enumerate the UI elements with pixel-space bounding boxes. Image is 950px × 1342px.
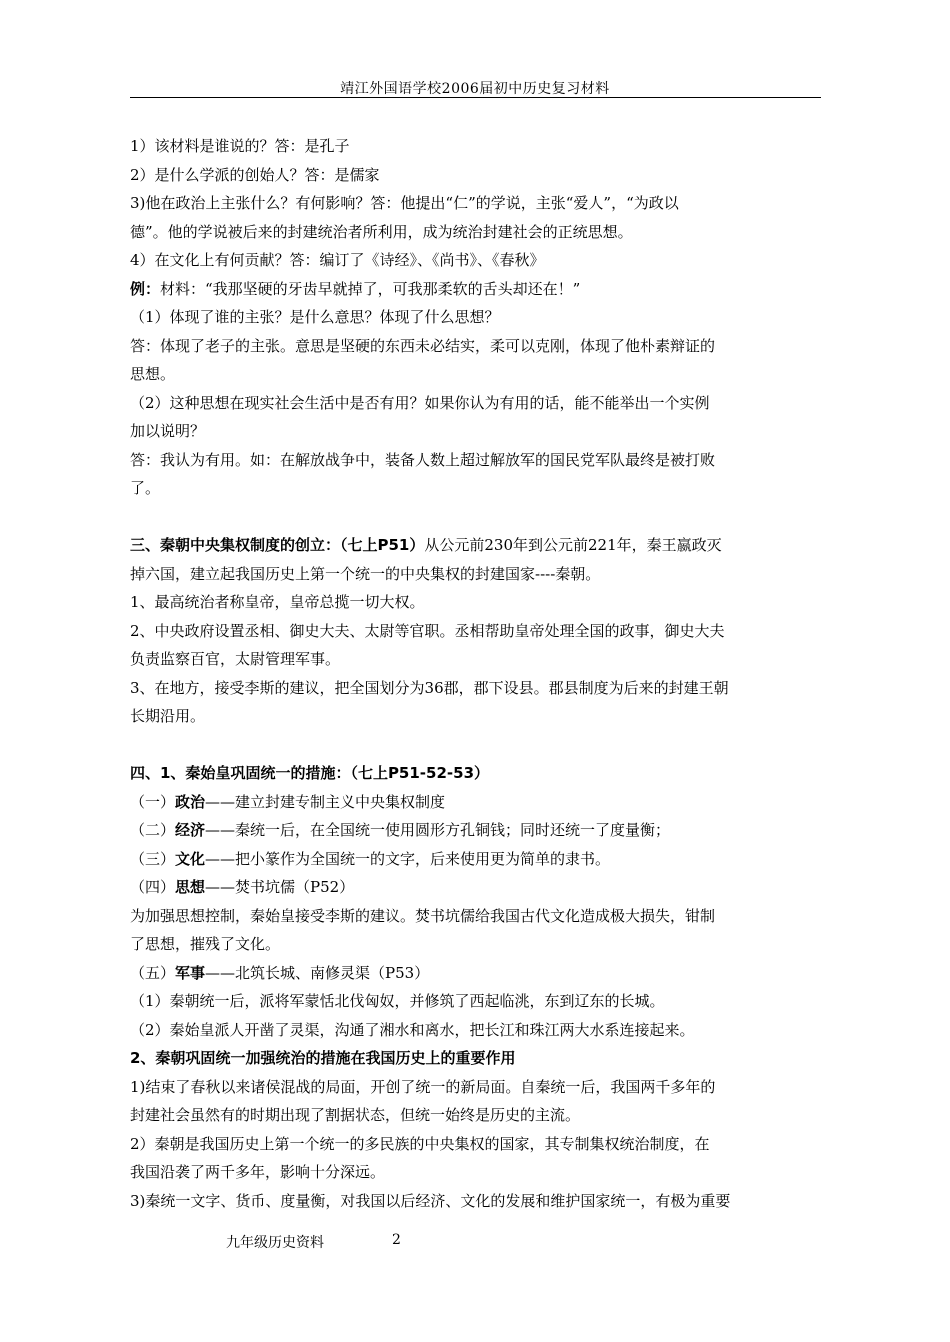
- text-span: 材料：“我那坚硬的牙齿早就掉了，可我那柔软的舌头却还在！”: [160, 279, 581, 298]
- text-span: 了。: [130, 479, 161, 497]
- text-line: [130, 1130, 822, 1159]
- text-span: （三）: [130, 849, 176, 868]
- text-line: [130, 474, 822, 503]
- text-line: [130, 1073, 822, 1102]
- text-span: 掉六国，建立起我国历史上第一个统一的中央集权的封建国家----秦朝。: [130, 564, 601, 583]
- text-span: 了思想，摧残了文化。: [130, 935, 281, 953]
- bold-text: 例：: [130, 279, 161, 298]
- text-span: 长期沿用。: [130, 707, 206, 725]
- page-number: 2: [392, 1232, 401, 1248]
- text-span: 思想。: [130, 365, 176, 383]
- text-span: 4）在文化上有何贡献？答：编订了《诗经》、《尚书》、《春秋》: [130, 251, 545, 269]
- text-line: [130, 189, 822, 218]
- text-line: [130, 788, 822, 817]
- text-span: （二）: [130, 821, 176, 839]
- text-line: [130, 360, 822, 389]
- text-line: [130, 645, 822, 674]
- text-span: ——建立封建专制主义中央集权制度: [205, 792, 446, 811]
- text-line: [130, 845, 822, 874]
- paragraph-spacer: [130, 503, 822, 532]
- bold-text: 经济: [175, 821, 206, 839]
- text-span: （四）: [130, 878, 176, 896]
- bold-text: 三、秦朝中央集权制度的创立：（七上P51）: [130, 536, 425, 554]
- text-span: 1）该材料是谁说的？答：是孔子: [130, 137, 350, 155]
- text-span: ——秦统一后，在全国统一使用圆形方孔铜钱；同时还统一了度量衡；: [205, 821, 671, 839]
- text-span: 我国沿袭了两千多年，影响十分深远。: [130, 1163, 386, 1181]
- text-line: [130, 389, 822, 418]
- text-line: [130, 1101, 822, 1130]
- text-span: 3、在地方，接受李斯的建议，把全国划分为36郡，郡下设县。郡县制度为后来的封建王朝: [130, 678, 729, 697]
- text-line: [130, 1016, 822, 1045]
- text-span: 1)结束了春秋以来诸侯混战的局面，开创了统一的新局面。自秦统一后，我国两千多年的: [130, 1077, 716, 1096]
- text-span: 为加强思想控制，秦始皇接受李斯的建议。焚书坑儒给我国古代文化造成极大损失，钳制: [130, 906, 716, 925]
- text-line: [130, 303, 822, 332]
- text-line: [130, 702, 822, 731]
- document-body: [130, 132, 822, 1215]
- text-span: 3)他在政治上主张什么？有何影响？答：他提出“仁”的学说，主张“爱人”，“为政以: [130, 194, 679, 212]
- text-line: [130, 246, 822, 275]
- text-span: 封建社会虽然有的时期出现了割据状态，但统一始终是历史的主流。: [130, 1106, 581, 1124]
- text-line: [130, 959, 822, 988]
- text-line: [130, 1187, 822, 1216]
- text-span: 1、最高统治者称皇帝，皇帝总揽一切大权。: [130, 593, 425, 611]
- text-line: [130, 617, 822, 646]
- text-span: 答：我认为有用。如：在解放战争中，装备人数上超过解放军的国民党军队最终是被打败: [130, 450, 716, 469]
- text-line: [130, 560, 822, 589]
- text-line: [130, 132, 822, 161]
- page-header-title: 靖江外国语学校2006届初中历史复习材料: [340, 81, 610, 97]
- text-line: [130, 873, 822, 902]
- text-line: [130, 332, 822, 361]
- text-span: ——把小篆作为全国统一的文字，后来使用更为简单的隶书。: [205, 849, 611, 868]
- text-span: （2）秦始皇派人开凿了灵渠，沟通了湘水和离水，把长江和珠江两大水系连接起来。: [130, 1020, 695, 1039]
- text-span: 2）秦朝是我国历史上第一个统一的多民族的中央集权的国家，其专制集权统治制度，在: [130, 1134, 710, 1153]
- text-line: [130, 1158, 822, 1187]
- text-line: [130, 275, 822, 304]
- text-line: [130, 816, 822, 845]
- text-span: （五）: [130, 963, 176, 982]
- bold-text: 四、1、秦始皇巩固统一的措施：（七上P51-52-53）: [130, 764, 490, 782]
- text-span: （1）体现了谁的主张？是什么意思？体现了什么思想？: [130, 308, 500, 326]
- text-span: （一）: [130, 792, 176, 811]
- text-line: [130, 674, 822, 703]
- text-span: 从公元前230年到公元前221年，秦王嬴政灭: [424, 536, 722, 554]
- bold-text: 政治: [175, 792, 206, 811]
- text-span: 3)秦统一文字、货币、度量衡，对我国以后经济、文化的发展和维护国家统一，有极为重要: [130, 1191, 731, 1210]
- text-span: ——焚书坑儒（P52）: [205, 878, 355, 896]
- text-span: 负责监察百官，太尉管理军事。: [130, 650, 341, 668]
- text-span: 德”。他的学说被后来的封建统治者所利用，成为统治封建社会的正统思想。: [130, 222, 633, 241]
- footer-label: 九年级历史资料: [226, 1235, 324, 1251]
- text-span: 答：体现了老子的主张。意思是坚硬的东西未必结实，柔可以克刚，体现了他朴素辩证的: [130, 336, 716, 355]
- text-line: [130, 930, 822, 959]
- bold-text: 军事: [175, 963, 206, 982]
- bold-text: 思想: [175, 878, 206, 896]
- text-line: [130, 987, 822, 1016]
- text-line: [130, 902, 822, 931]
- text-line: [130, 218, 822, 247]
- text-span: 2）是什么学派的创始人？答：是儒家: [130, 165, 380, 184]
- paragraph-spacer: [130, 731, 822, 760]
- text-span: （1）秦朝统一后，派将军蒙恬北伐匈奴，并修筑了西起临洮，东到辽东的长城。: [130, 992, 665, 1010]
- text-line: [130, 446, 822, 475]
- text-span: （2）这种思想在现实社会生活中是否有用？如果你认为有用的话，能不能举出一个实例: [130, 393, 710, 412]
- text-line: [130, 759, 822, 788]
- text-span: ——北筑长城、南修灵渠（P53）: [205, 963, 430, 982]
- text-line: [130, 161, 822, 190]
- header-divider: [130, 97, 821, 98]
- text-line: [130, 531, 822, 560]
- text-span: 加以说明？: [130, 422, 206, 440]
- text-line: [130, 1044, 822, 1073]
- bold-text: 2、秦朝巩固统一加强统治的措施在我国历史上的重要作用: [130, 1049, 516, 1067]
- bold-text: 文化: [175, 849, 206, 868]
- text-line: [130, 417, 822, 446]
- text-line: [130, 588, 822, 617]
- text-span: 2、中央政府设置丞相、御史大夫、太尉等官职。丞相帮助皇帝处理全国的政事，御史大夫: [130, 621, 725, 640]
